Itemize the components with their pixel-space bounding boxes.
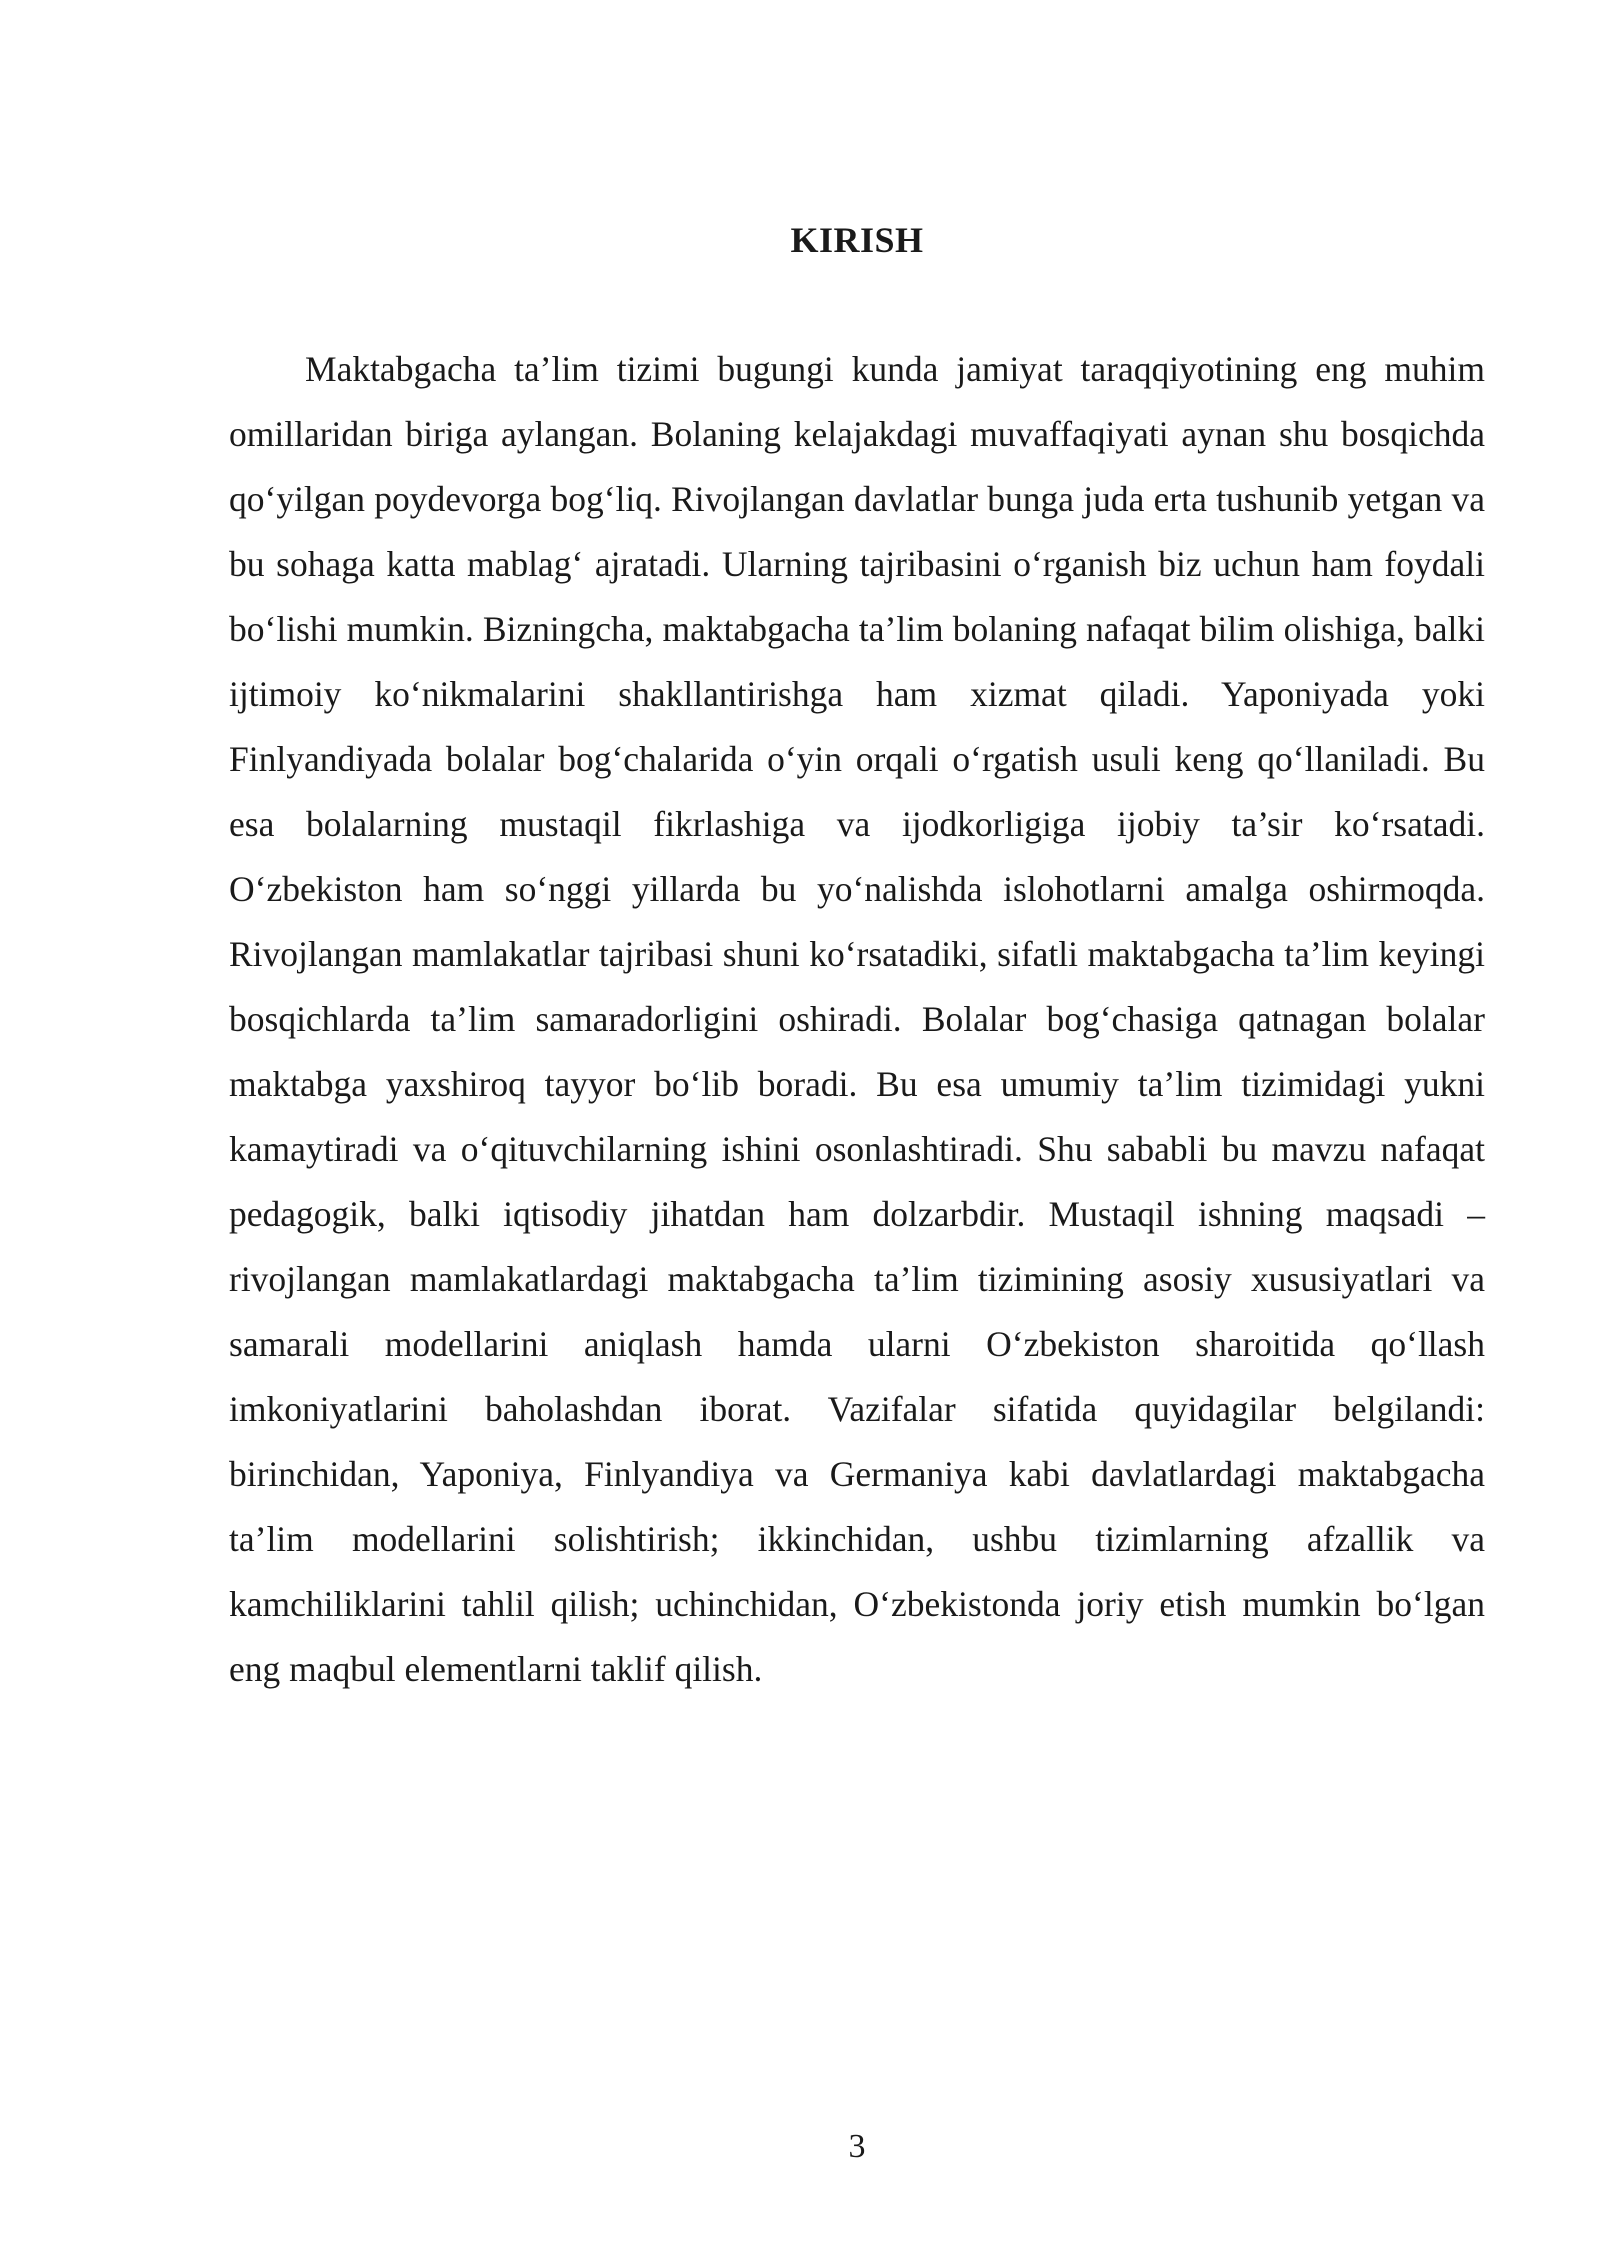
section-heading: KIRISH [790, 220, 924, 260]
body-paragraph: Maktabgacha ta’lim tizimi bugungi kunda jamiyat taraqqiyotining eng muhim omillaridan biriga aylangan. Bolaning kelajakdagi muvaffaqiyati aynan shu bosqichda qo‘yilgan poydevorga bog‘liq. Rivojlangan davlatlar bunga juda erta tushunib yetgan va bu sohaga katta mablag‘ ajratadi. Ularning tajribasini o‘rganish biz uchun ham foydali bo‘lishi mumkin. Bizningcha, maktabgacha ta’lim bolaning nafaqat bilim olishiga, balki ijtimoiy ko‘nikmalarini shakllantirishga ham xizmat qiladi. Yaponiyada yoki Finlyandiyada bolalar bog‘chalarida o‘yin orqali o‘rgatish usuli keng qo‘llaniladi. Bu esa bolalarning mustaqil fikrlashiga va ijodkorligiga ijobiy ta’sir ko‘rsatadi. O‘zbekiston ham so‘nggi yillarda bu yo‘nalishda islohotlarni amalga oshirmoqda. Rivojlangan mamlakatlar tajribasi shuni ko‘rsatadiki, sifatli maktabgacha ta’lim keyingi bosqichlarda ta’lim samaradorligini oshiradi. Bolalar bog‘chasiga qatnagan bolalar maktabga yaxshiroq tayyor bo‘lib boradi. Bu esa umumiy ta’lim tizimidagi yukni kamaytiradi va o‘qituvchilarning ishini osonlashtiradi. Shu sababli bu mavzu nafaqat pedagogik, balki iqtisodiy jihatdan ham dolzarbdir. Mustaqil ishning maqsadi – rivojlangan mamlakatlardagi maktabgacha ta’lim tizimining asosiy xususiyatlari va samarali modellarini aniqlash hamda ularni O‘zbekiston sharoitida qo‘llash imkoniyatlarini baholashdan iborat. Vazifalar sifatida quyidagilar belgilandi: birinchidan, Yaponiya, Finlyandiya va Germaniya kabi davlatlardagi maktabgacha ta’lim modellarini solishtirish; ikkinchidan, ushbu tizimlarning afzallik va kamchiliklarini tahlil qilish; uchinchidan, O‘zbekistonda joriy etish mumkin bo‘lgan eng maqbul elementlarni taklif qilish. [229, 349, 1485, 1689]
page-number: 3 [848, 2128, 866, 2165]
